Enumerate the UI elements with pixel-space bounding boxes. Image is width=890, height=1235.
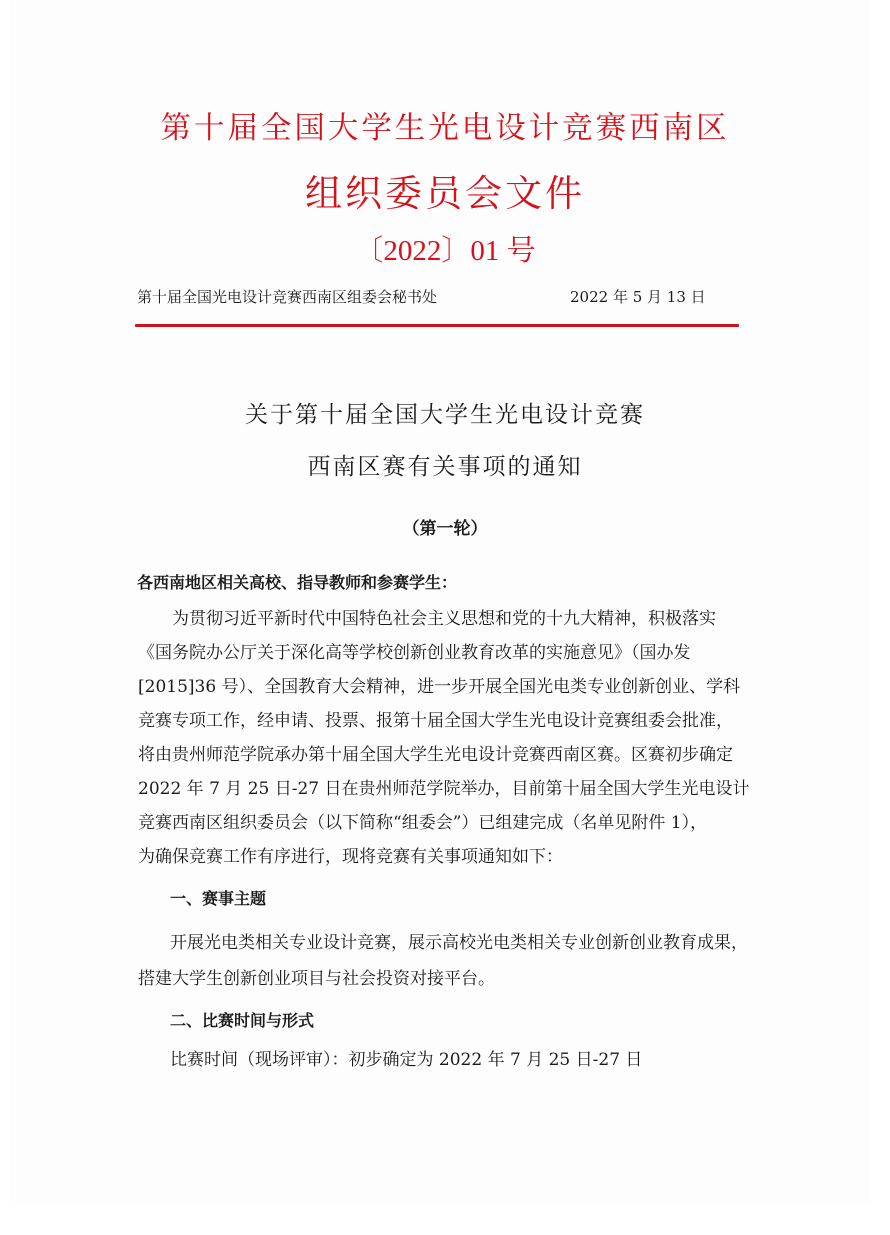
intro-paragraph-line: 为贯彻习近平新时代中国特色社会主义思想和党的十九大精神，积极落实 [172, 609, 716, 629]
section-1-heading: 一、赛事主题 [170, 889, 267, 908]
section-2-paragraph-line: 比赛时间（现场评审）：初步确定为 2022 年 7 月 25 日-27 日 [170, 1050, 643, 1070]
section-2-heading: 二、比赛时间与形式 [170, 1011, 315, 1030]
intro-paragraph-line: 竞赛专项工作，经申请、投票、报第十届全国大学生光电设计竞赛组委会批准， [138, 711, 733, 731]
notice-title-line-2: 西南区赛有关事项的通知 [307, 454, 583, 480]
issuing-office: 第十届全国光电设计竞赛西南区组委会秘书处 [137, 288, 438, 306]
section-1-paragraph-line: 搭建大学生创新创业项目与社会投资对接平台。 [138, 969, 495, 989]
document-header-title-line-1: 第十届全国大学生光电设计竞赛西南区 [160, 111, 730, 146]
document-header-title-line-2: 组织委员会文件 [305, 172, 585, 215]
intro-paragraph-line: 竞赛西南区组织委员会（以下简称“组委会”）已组建完成（名单见附件 1）， [138, 813, 708, 833]
intro-paragraph-line: 将由贵州师范学院承办第十届全国大学生光电设计竞赛西南区赛。区赛初步确定 [138, 745, 733, 765]
notice-round-label: （第一轮） [402, 519, 488, 539]
section-1-paragraph-line: 开展光电类相关专业设计竞赛，展示高校光电类相关专业创新创业教育成果， [170, 933, 748, 953]
notice-title-line-1: 关于第十届全国大学生光电设计竞赛 [245, 402, 645, 428]
intro-paragraph-line: 2022 年 7 月 25 日-27 日在贵州师范学院举办，目前第十届全国大学生光电设计 [138, 779, 750, 799]
intro-paragraph-line: 《国务院办公厅关于深化高等学校创新创业教育改革的实施意见》（国办发 [138, 643, 691, 663]
red-divider-rule [135, 324, 739, 327]
document-number: 〔2022〕01 号 [354, 235, 536, 267]
intro-paragraph-line: [2015]36 号）、全国教育大会精神，进一步开展全国光电类专业创新创业、学科 [138, 677, 741, 697]
issue-date: 2022 年 5 月 13 日 [570, 288, 706, 306]
salutation: 各西南地区相关高校、指导教师和参赛学生： [137, 573, 458, 592]
intro-paragraph-line: 为确保竞赛工作有序进行，现将竞赛有关事项通知如下： [138, 847, 563, 867]
